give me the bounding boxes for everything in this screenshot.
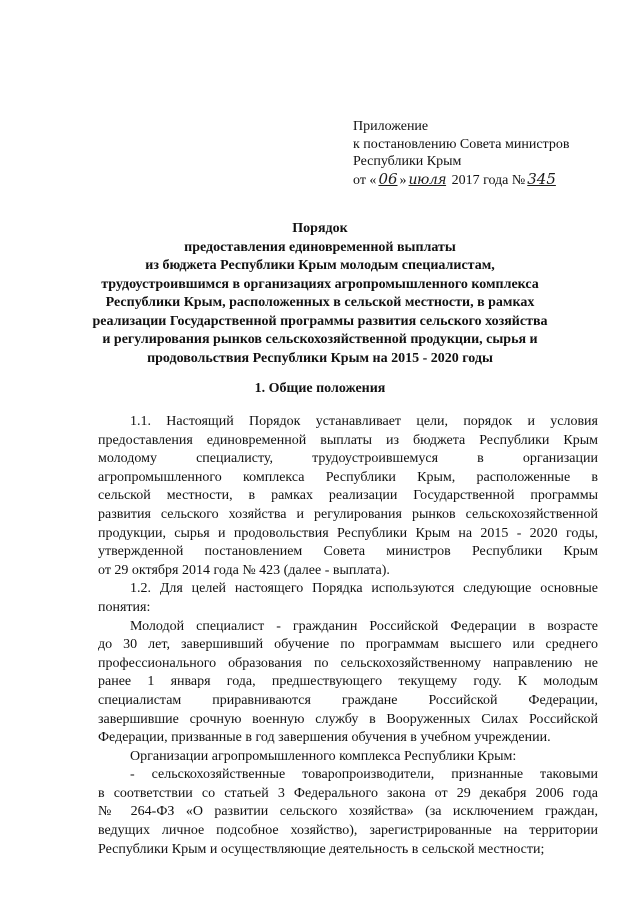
title-line: Порядок	[292, 221, 348, 236]
body-line: завершившие срочную военную службу в Вооруженных Силах Российской	[98, 711, 598, 727]
body-line: утвержденной постановлением Совета министров Республики Крым	[98, 544, 598, 560]
appendix-title: Приложение	[353, 119, 429, 134]
body-line: понятия:	[98, 599, 151, 615]
date-suffix: 2017 года №	[448, 172, 526, 188]
section-heading: 1. Общие положения	[254, 381, 386, 396]
title-line: из бюджета Республики Крым молодым специалистам,	[145, 258, 495, 273]
appendix-republic-line: Республики Крым	[353, 154, 462, 169]
body-line: от 29 октября 2014 года № 423 (далее - выплата).	[98, 562, 390, 578]
body-line: ранее 1 января года, предшествующего текущему году. К молодым	[98, 674, 598, 690]
handwritten-number: 345	[527, 169, 556, 188]
body-text	[98, 413, 598, 859]
body-line: Федерации, призванные в год завершения обучения в учебном учреждении.	[98, 730, 551, 746]
appendix-resolution-line: к постановлению Совета министров	[353, 136, 570, 152]
body-line: молодому специалисту, трудоустроившемуся в организации	[98, 451, 598, 467]
body-line: в соответствии со статьей 3 Федерального закона от 29 декабря 2006 года	[98, 785, 598, 801]
body-line: Молодой специалист - гражданин Российской Федерации в возрасте	[130, 618, 598, 634]
body-line: профессионального образования по сельскохозяйственному направлению не	[98, 655, 598, 671]
body-line: № 264-ФЗ «О развитии сельского хозяйства» (за исключением граждан,	[98, 804, 598, 820]
title-line: Республики Крым, расположенных в сельской местности, в рамках	[105, 295, 535, 310]
body-line: сельской местности, в рамках реализации Государственной программы	[98, 488, 598, 504]
body-line: 1.2. Для целей настоящего Порядка используются следующие основные	[130, 581, 598, 597]
body-line: - сельскохозяйственные товаропроизводители, признанные таковыми	[130, 767, 598, 783]
body-line: до 30 лет, завершивший обучение по программам высшего или среднего	[98, 637, 598, 653]
body-line: ведущих личное подсобное хозяйство), зарегистрированные на территории	[98, 823, 598, 839]
handwritten-month: июля	[408, 171, 447, 188]
body-line: продукции, сырья и продовольствия Республики Крым на 2015 - 2020 годы,	[98, 525, 598, 541]
title-line: продовольствия Республики Крым на 2015 - 2020 годы	[147, 350, 493, 366]
body-line: предоставления единовременной выплаты из бюджета Республики Крым	[98, 432, 598, 448]
document-title	[70, 220, 570, 368]
body-line: Организации агропромышленного комплекса Республики Крым:	[130, 748, 517, 764]
title-line: предоставления единовременной выплаты	[184, 239, 456, 255]
title-line: трудоустроившимся в организациях агропромышленного комплекса	[101, 276, 539, 292]
appendix-block	[353, 118, 623, 189]
date-mid: »	[399, 172, 407, 188]
body-line: 1.1. Настоящий Порядок устанавливает цели, порядок и условия	[130, 414, 598, 429]
body-line: Республики Крым и осуществляющие деятельность в сельской местности;	[98, 841, 545, 857]
body-line: агропромышленного комплекса Республики Крым, расположенные в	[98, 469, 598, 485]
title-line: и регулирования рынков сельскохозяйственной продукции, сырья и	[102, 332, 538, 347]
date-prefix: от «	[353, 172, 377, 188]
body-line: специалистам приравниваются граждане Российской Федерации,	[98, 692, 598, 708]
appendix-date-line	[353, 171, 623, 190]
handwritten-day: 06	[378, 169, 398, 188]
body-line: развития сельского хозяйства и регулирования рынков сельскохозяйственной	[98, 506, 598, 522]
title-line: реализации Государственной программы развития сельского хозяйства	[92, 313, 548, 329]
